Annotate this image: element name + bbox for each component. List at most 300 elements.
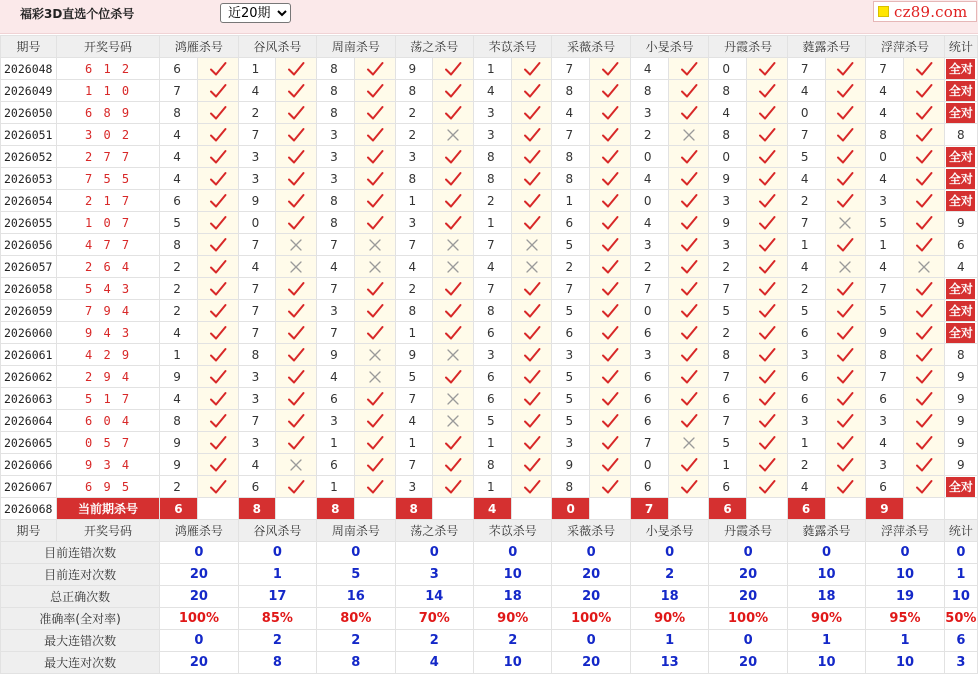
result-mark-cell <box>354 234 395 256</box>
check-icon <box>757 215 777 229</box>
current-kill-number: 4 <box>474 498 512 520</box>
draw-cell: 6 0 4 <box>56 410 159 432</box>
kill-number-cell: 3 <box>317 168 355 190</box>
summary-value: 20 <box>552 652 630 674</box>
table-row <box>1 212 978 234</box>
result-mark-cell <box>825 476 866 498</box>
result-mark-cell <box>276 322 317 344</box>
check-icon-svg <box>679 191 699 211</box>
header-expert[interactable]: 周南杀号 <box>317 36 395 58</box>
check-icon <box>835 171 855 185</box>
summary-value: 20 <box>552 564 630 586</box>
check-icon <box>286 149 306 163</box>
result-mark-cell <box>276 344 317 366</box>
issue-cell: 2026056 <box>1 234 57 256</box>
header-expert[interactable]: 蕤露杀号 <box>787 36 865 58</box>
cross-icon-svg <box>835 257 855 277</box>
summary-value: 17 <box>238 586 316 608</box>
check-icon <box>365 149 385 163</box>
result-mark-cell <box>904 58 945 80</box>
result-mark-cell <box>590 146 631 168</box>
result-mark-cell <box>276 388 317 410</box>
kill-number-cell: 8 <box>866 344 904 366</box>
page-title: 福彩3D直选个位杀号 <box>20 7 135 21</box>
kill-number-cell: 6 <box>630 388 668 410</box>
result-mark-cell <box>747 168 788 190</box>
result-mark-cell <box>511 124 552 146</box>
check-icon-svg <box>522 411 542 431</box>
check-icon <box>443 303 463 317</box>
kill-number-cell: 3 <box>395 146 433 168</box>
kill-number-cell: 3 <box>630 102 668 124</box>
result-mark-cell <box>747 256 788 278</box>
check-icon <box>208 259 228 273</box>
check-icon <box>914 457 934 471</box>
summary-value: 90% <box>630 608 708 630</box>
result-mark-cell <box>511 102 552 124</box>
result-mark-cell <box>276 234 317 256</box>
check-icon <box>914 303 934 317</box>
check-icon <box>600 347 620 361</box>
check-icon-svg <box>914 125 934 145</box>
kill-number-cell: 6 <box>787 366 825 388</box>
kill-number-cell: 8 <box>238 344 276 366</box>
kill-number-cell: 8 <box>474 168 512 190</box>
result-mark-cell <box>668 388 709 410</box>
check-icon-svg <box>835 59 855 79</box>
stat-cell <box>944 146 977 168</box>
summary-value: 0 <box>787 542 865 564</box>
cross-icon-svg <box>365 257 385 277</box>
kill-number-cell: 7 <box>395 388 433 410</box>
check-icon-svg <box>757 235 777 255</box>
kill-number-cell: 2 <box>238 102 276 124</box>
result-mark-cell <box>354 80 395 102</box>
check-icon <box>522 193 542 207</box>
kill-number-cell: 5 <box>552 388 590 410</box>
site-logo[interactable] <box>873 1 977 22</box>
table-header <box>1 36 978 58</box>
kill-number-cell: 2 <box>474 190 512 212</box>
check-icon <box>914 215 934 229</box>
result-mark-cell <box>590 454 631 476</box>
kill-number-cell: 4 <box>866 432 904 454</box>
header-expert[interactable]: 荡之杀号 <box>395 36 473 58</box>
check-icon-svg <box>208 477 228 497</box>
check-icon <box>522 281 542 295</box>
kill-number-cell: 2 <box>160 476 198 498</box>
kill-number-cell: 3 <box>317 300 355 322</box>
check-icon <box>679 457 699 471</box>
check-icon-svg <box>208 125 228 145</box>
check-icon <box>600 61 620 75</box>
kill-number-cell: 1 <box>238 58 276 80</box>
kill-number-cell: 4 <box>474 256 512 278</box>
check-icon-svg <box>757 301 777 321</box>
check-icon <box>443 457 463 471</box>
check-icon <box>208 61 228 75</box>
result-mark-cell <box>197 168 238 190</box>
result-mark-cell <box>590 366 631 388</box>
check-icon <box>914 369 934 383</box>
summary-value: 1 <box>787 630 865 652</box>
period-select[interactable] <box>220 3 291 23</box>
check-icon <box>208 303 228 317</box>
draw-cell: 4 7 7 <box>56 234 159 256</box>
check-icon <box>365 193 385 207</box>
kill-number-cell: 5 <box>395 366 433 388</box>
result-mark-cell <box>825 146 866 168</box>
header-expert[interactable]: 蕤露杀号 <box>787 520 865 542</box>
check-icon <box>679 259 699 273</box>
summary-value: 0 <box>474 542 552 564</box>
stat-cell <box>944 322 977 344</box>
check-icon-svg <box>443 81 463 101</box>
kill-number-cell: 3 <box>866 454 904 476</box>
result-mark-cell <box>511 58 552 80</box>
check-icon-svg <box>835 411 855 431</box>
check-icon-svg <box>914 81 934 101</box>
result-mark-cell <box>747 388 788 410</box>
kill-number-cell: 7 <box>630 432 668 454</box>
check-icon-svg <box>914 323 934 343</box>
result-mark-cell <box>511 454 552 476</box>
kill-number-cell: 6 <box>866 476 904 498</box>
check-icon-svg <box>914 477 934 497</box>
summary-value: 19 <box>866 586 944 608</box>
header-issue: 期号 <box>1 520 57 542</box>
check-icon-svg <box>443 279 463 299</box>
header-expert[interactable]: 浮萍杀号 <box>866 36 944 58</box>
kill-number-cell: 9 <box>866 322 904 344</box>
header-expert[interactable]: 丹霞杀号 <box>709 520 787 542</box>
stat-value: 9 <box>957 215 965 230</box>
kill-number-cell: 4 <box>787 256 825 278</box>
header-draw: 开奖号码 <box>56 36 159 58</box>
kill-number-cell: 2 <box>787 454 825 476</box>
kill-number-cell: 4 <box>395 256 433 278</box>
check-icon-svg <box>443 147 463 167</box>
check-icon <box>208 479 228 493</box>
summary-stat: 3 <box>944 652 977 674</box>
check-icon-svg <box>835 477 855 497</box>
check-icon-svg <box>757 345 777 365</box>
result-mark-cell <box>825 190 866 212</box>
check-icon-svg <box>835 125 855 145</box>
kill-number-cell: 8 <box>317 80 355 102</box>
kill-number-cell: 4 <box>160 124 198 146</box>
result-mark-cell <box>276 190 317 212</box>
issue-cell: 2026063 <box>1 388 57 410</box>
header-expert[interactable]: 丹霞杀号 <box>709 36 787 58</box>
check-icon <box>365 413 385 427</box>
header-expert[interactable]: 谷风杀号 <box>238 520 316 542</box>
kill-number-cell: 3 <box>787 410 825 432</box>
table-row <box>1 388 978 410</box>
kill-number-cell: 5 <box>709 300 747 322</box>
stat-value: 9 <box>957 369 965 384</box>
check-icon-svg <box>679 323 699 343</box>
table-row <box>1 344 978 366</box>
draw-cell: 5 1 7 <box>56 388 159 410</box>
stat-cell <box>944 256 977 278</box>
result-mark-cell <box>747 58 788 80</box>
result-mark-cell <box>197 300 238 322</box>
summary-value: 0 <box>317 542 395 564</box>
all-correct-badge: 全对 <box>946 81 975 101</box>
header-expert[interactable]: 芣苡杀号 <box>474 36 552 58</box>
kill-number-cell: 1 <box>787 432 825 454</box>
kill-number-cell: 2 <box>709 322 747 344</box>
kill-number-cell: 7 <box>395 234 433 256</box>
check-icon <box>443 479 463 493</box>
header-expert[interactable]: 小旻杀号 <box>630 36 708 58</box>
kill-number-cell: 4 <box>866 80 904 102</box>
check-icon-svg <box>286 301 306 321</box>
check-icon <box>600 215 620 229</box>
issue-cell: 2026062 <box>1 366 57 388</box>
check-icon-svg <box>522 301 542 321</box>
stat-cell <box>944 58 977 80</box>
kill-number-cell: 1 <box>709 454 747 476</box>
result-mark-cell <box>825 388 866 410</box>
check-icon <box>757 83 777 97</box>
check-icon-svg <box>208 389 228 409</box>
kill-number-cell: 1 <box>866 234 904 256</box>
cross-icon-svg <box>914 257 934 277</box>
kill-number-cell: 5 <box>552 234 590 256</box>
summary-value: 100% <box>709 608 787 630</box>
check-icon <box>679 61 699 75</box>
check-icon <box>522 457 542 471</box>
kill-number-cell: 7 <box>552 278 590 300</box>
result-mark-cell <box>590 212 631 234</box>
check-icon-svg <box>914 279 934 299</box>
check-icon-svg <box>522 169 542 189</box>
check-icon-svg <box>365 323 385 343</box>
check-icon-svg <box>757 477 777 497</box>
check-icon <box>600 237 620 251</box>
header-expert[interactable]: 谷风杀号 <box>238 36 316 58</box>
check-icon <box>286 413 306 427</box>
cross-icon-svg <box>443 411 463 431</box>
kill-number-cell: 6 <box>630 366 668 388</box>
issue-cell: 2026050 <box>1 102 57 124</box>
check-icon-svg <box>679 103 699 123</box>
kill-number-cell: 4 <box>787 80 825 102</box>
result-mark-cell <box>354 366 395 388</box>
check-icon-svg <box>679 477 699 497</box>
check-icon-svg <box>286 411 306 431</box>
all-correct-badge: 全对 <box>946 279 975 299</box>
kill-number-cell: 9 <box>238 190 276 212</box>
result-mark-cell <box>747 410 788 432</box>
header-expert[interactable]: 采薇杀号 <box>552 36 630 58</box>
table-row <box>1 234 978 256</box>
check-icon-svg <box>600 213 620 233</box>
check-icon <box>914 105 934 119</box>
kill-number-cell: 0 <box>787 102 825 124</box>
kill-number-cell: 2 <box>787 278 825 300</box>
kill-number-cell: 3 <box>552 432 590 454</box>
summary-value: 20 <box>160 564 238 586</box>
check-icon-svg <box>286 323 306 343</box>
summary-value: 8 <box>238 652 316 674</box>
result-mark-cell <box>433 322 474 344</box>
current-kill-number: 6 <box>709 498 747 520</box>
header-expert[interactable]: 荡之杀号 <box>395 520 473 542</box>
issue-cell: 2026059 <box>1 300 57 322</box>
summary-stat: 50% <box>944 608 977 630</box>
summary-value: 16 <box>317 586 395 608</box>
kill-number-cell: 8 <box>709 344 747 366</box>
check-icon <box>522 413 542 427</box>
kill-number-cell: 4 <box>317 366 355 388</box>
result-mark-cell <box>904 146 945 168</box>
draw-cell: 1 0 7 <box>56 212 159 234</box>
check-icon-svg <box>522 59 542 79</box>
check-icon-svg <box>757 103 777 123</box>
cross-icon-svg <box>443 345 463 365</box>
kill-number-cell: 7 <box>630 278 668 300</box>
check-icon <box>365 105 385 119</box>
check-icon <box>208 347 228 361</box>
result-mark-cell <box>433 344 474 366</box>
current-empty-cell <box>825 498 866 520</box>
check-icon-svg <box>914 455 934 475</box>
check-icon <box>286 303 306 317</box>
kill-number-cell: 5 <box>160 212 198 234</box>
result-mark-cell <box>354 212 395 234</box>
check-icon <box>208 391 228 405</box>
summary-value: 18 <box>787 586 865 608</box>
summary-value: 1 <box>866 630 944 652</box>
summary-stat: 6 <box>944 630 977 652</box>
kill-number-cell: 8 <box>552 168 590 190</box>
kill-number-cell: 4 <box>395 410 433 432</box>
current-empty-cell <box>197 498 238 520</box>
summary-value: 0 <box>160 542 238 564</box>
header-expert[interactable]: 浮萍杀号 <box>866 520 944 542</box>
check-icon <box>365 61 385 75</box>
issue-cell: 2026067 <box>1 476 57 498</box>
check-icon <box>757 237 777 251</box>
check-icon-svg <box>208 103 228 123</box>
cross-icon-svg <box>365 235 385 255</box>
check-icon <box>835 127 855 141</box>
kill-number-cell: 2 <box>630 256 668 278</box>
summary-value: 2 <box>317 630 395 652</box>
result-mark-cell <box>511 432 552 454</box>
table-footer-header <box>1 520 978 542</box>
kill-number-cell: 8 <box>317 102 355 124</box>
result-mark-cell <box>276 124 317 146</box>
header-expert[interactable]: 鸿雁杀号 <box>160 520 238 542</box>
check-icon-svg <box>286 345 306 365</box>
summary-value: 0 <box>709 630 787 652</box>
check-icon <box>208 215 228 229</box>
table-row <box>1 102 978 124</box>
draw-cell: 9 4 3 <box>56 322 159 344</box>
check-icon <box>835 369 855 383</box>
result-mark-cell <box>197 344 238 366</box>
table-row <box>1 58 978 80</box>
result-mark-cell <box>276 168 317 190</box>
result-mark-cell <box>590 124 631 146</box>
check-icon-svg <box>600 279 620 299</box>
check-icon-svg <box>522 125 542 145</box>
check-icon-svg <box>757 279 777 299</box>
kill-number-cell: 4 <box>238 256 276 278</box>
issue-cell: 2026065 <box>1 432 57 454</box>
result-mark-cell <box>354 168 395 190</box>
current-kill-number: 0 <box>552 498 590 520</box>
issue-cell: 2026055 <box>1 212 57 234</box>
result-mark-cell <box>590 410 631 432</box>
issue-cell: 2026064 <box>1 410 57 432</box>
summary-value: 10 <box>866 652 944 674</box>
summary-value: 2 <box>630 564 708 586</box>
check-icon-svg <box>679 257 699 277</box>
check-icon <box>522 149 542 163</box>
kill-number-cell: 3 <box>317 146 355 168</box>
current-label: 当前期杀号 <box>56 498 159 520</box>
result-mark-cell <box>825 278 866 300</box>
kill-number-cell: 1 <box>787 234 825 256</box>
cross-icon <box>365 237 385 251</box>
kill-number-cell: 5 <box>552 300 590 322</box>
check-icon-svg <box>522 345 542 365</box>
kill-number-cell: 8 <box>395 300 433 322</box>
result-mark-cell <box>668 454 709 476</box>
result-mark-cell <box>590 102 631 124</box>
table-row <box>1 256 978 278</box>
check-icon-svg <box>208 169 228 189</box>
kill-number-cell: 8 <box>709 80 747 102</box>
result-mark-cell <box>433 388 474 410</box>
result-mark-cell <box>276 102 317 124</box>
header-expert[interactable]: 采薇杀号 <box>552 520 630 542</box>
kill-number-cell: 7 <box>709 366 747 388</box>
check-icon <box>286 105 306 119</box>
check-icon-svg <box>208 213 228 233</box>
issue-cell: 2026048 <box>1 58 57 80</box>
check-icon <box>600 149 620 163</box>
check-icon <box>522 479 542 493</box>
result-mark-cell <box>668 278 709 300</box>
result-mark-cell <box>747 454 788 476</box>
summary-value: 0 <box>395 542 473 564</box>
result-mark-cell <box>590 432 631 454</box>
kill-number-cell: 0 <box>630 146 668 168</box>
header-expert[interactable]: 周南杀号 <box>317 520 395 542</box>
check-icon-svg <box>679 345 699 365</box>
result-mark-cell <box>904 168 945 190</box>
check-icon-svg <box>443 213 463 233</box>
header-expert[interactable]: 芣苡杀号 <box>474 520 552 542</box>
summary-value: 10 <box>866 564 944 586</box>
summary-value: 18 <box>630 586 708 608</box>
kill-number-cell: 0 <box>630 190 668 212</box>
check-icon-svg <box>365 103 385 123</box>
check-icon <box>443 281 463 295</box>
check-icon <box>600 105 620 119</box>
header-expert[interactable]: 小旻杀号 <box>630 520 708 542</box>
kill-number-cell: 7 <box>238 124 276 146</box>
header-expert[interactable]: 鸿雁杀号 <box>160 36 238 58</box>
check-icon-svg <box>679 411 699 431</box>
result-mark-cell <box>433 454 474 476</box>
